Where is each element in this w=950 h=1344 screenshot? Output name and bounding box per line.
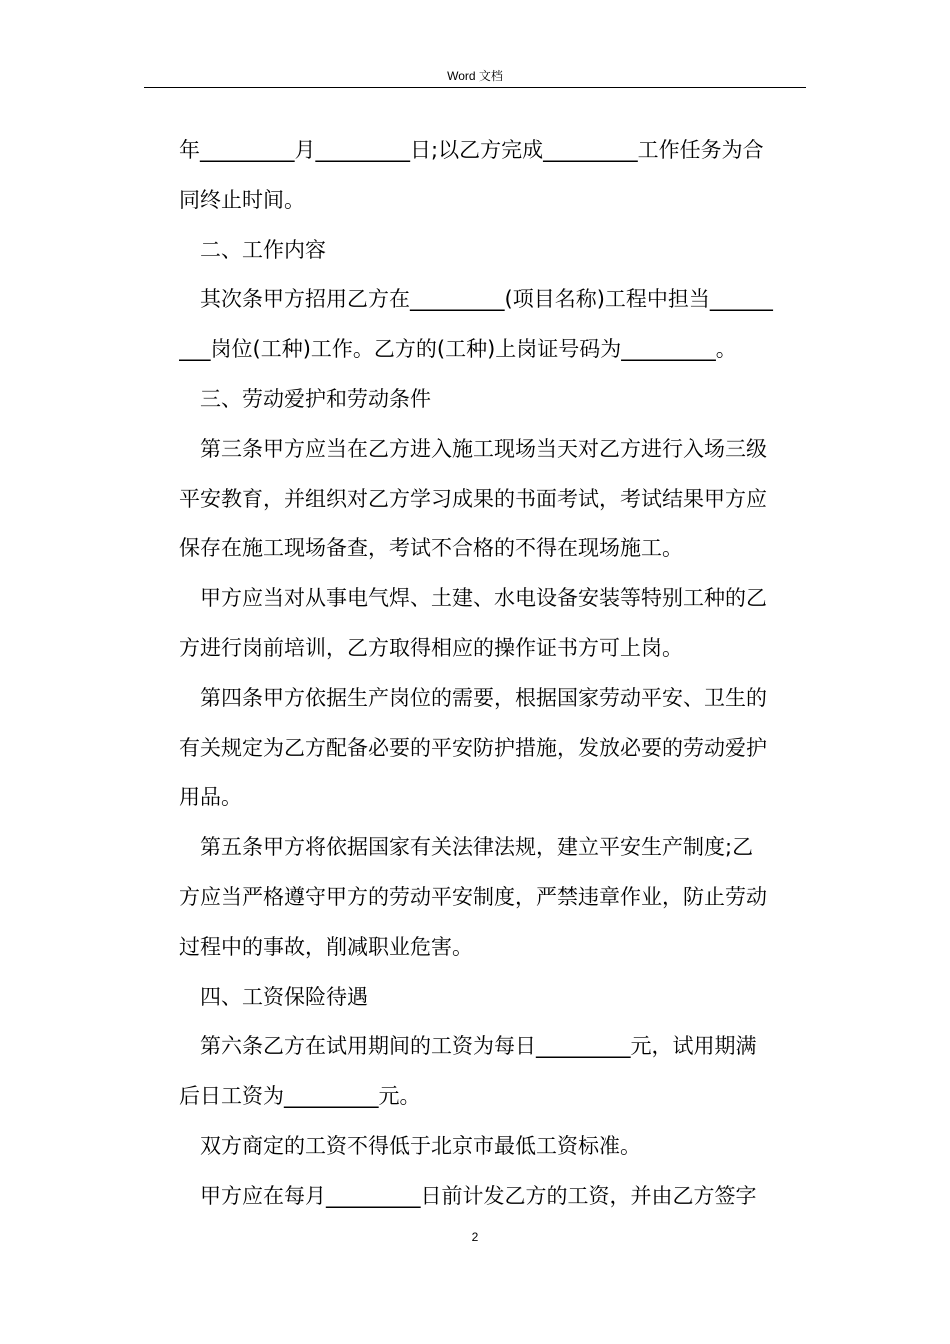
- body-line: 年_________月_________日;以乙方完成_________工作任务为合: [179, 138, 764, 162]
- page-number: 2: [471, 1230, 479, 1244]
- header-divider: [144, 87, 806, 88]
- body-line: 用品。: [179, 785, 242, 810]
- body-line: 甲方应当对从事电气焊、土建、水电设备安装等特别工种的乙: [200, 586, 767, 611]
- body-line: 双方商定的工资不得低于北京市最低工资标准。: [200, 1133, 641, 1158]
- body-line: 其次条甲方招用乙方在_________(项目名称)工程中担当______: [200, 287, 773, 312]
- body-line: 后日工资为_________元。: [179, 1084, 421, 1109]
- body-line: 同终止时间。: [179, 187, 305, 212]
- body-line: 方应当严格遵守甲方的劳动平安制度，严禁违章作业，防止劳动: [179, 884, 767, 909]
- body-line: 过程中的事故，削减职业危害。: [179, 934, 473, 959]
- body-line: 保存在施工现场备查，考试不合格的不得在现场施工。: [179, 536, 683, 561]
- body-line: 平安教育，并组织对乙方学习成果的书面考试，考试结果甲方应: [179, 486, 767, 511]
- section-heading: 三、劳动爱护和劳动条件: [200, 386, 431, 411]
- body-line: 第六条乙方在试用期间的工资为每日_________元，试用期满: [200, 1034, 757, 1059]
- body-line: 第五条甲方将依据国家有关法律法规，建立平安生产制度;乙: [200, 835, 754, 860]
- body-line: 第三条甲方应当在乙方进入施工现场当天对乙方进行入场三级: [200, 436, 767, 461]
- body-line: 第四条甲方依据生产岗位的需要，根据国家劳动平安、卫生的: [200, 685, 767, 710]
- body-line: 甲方应在每月_________日前计发乙方的工资，并由乙方签字: [200, 1183, 757, 1208]
- page-header-label: Word 文档: [447, 69, 503, 83]
- body-line: ___岗位(工种)工作。乙方的(工种)上岗证号码为_________。: [179, 337, 737, 362]
- section-heading: 二、工作内容: [200, 237, 326, 262]
- body-line: 有关规定为乙方配备必要的平安防护措施，发放必要的劳动爱护: [179, 735, 767, 760]
- section-heading: 四、工资保险待遇: [200, 984, 368, 1009]
- body-line: 方进行岗前培训，乙方取得相应的操作证书方可上岗。: [179, 635, 683, 660]
- document-body: [179, 126, 805, 1222]
